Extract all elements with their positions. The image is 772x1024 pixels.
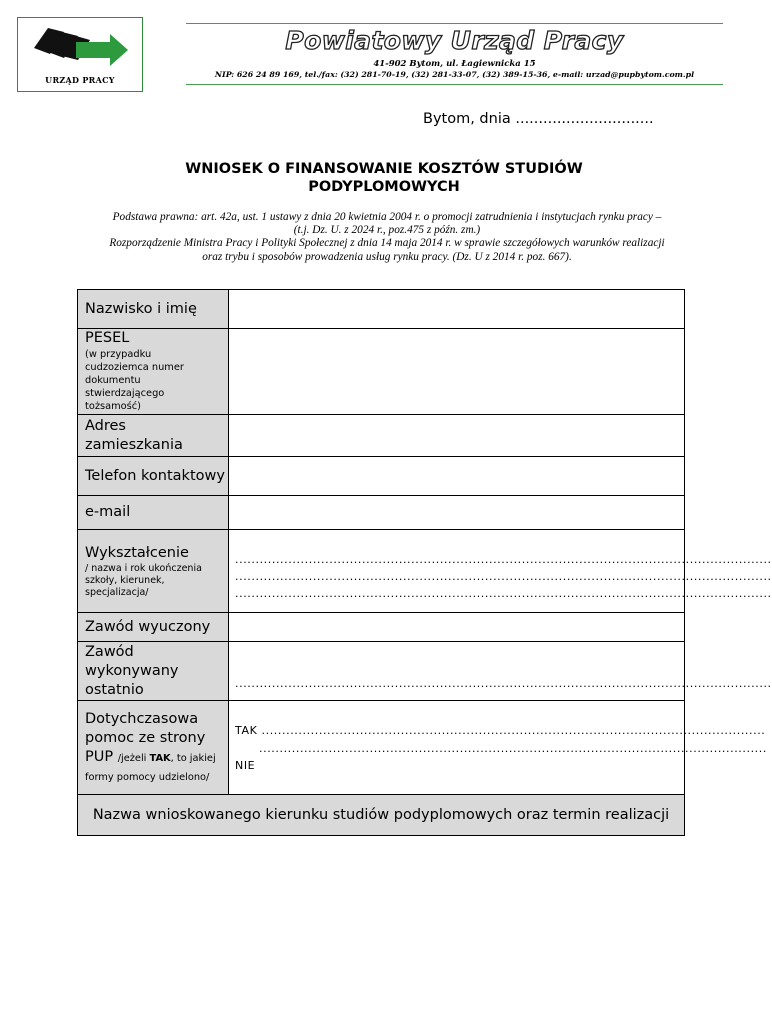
last-job-field[interactable] bbox=[229, 642, 772, 701]
education-label: Wykształcenie bbox=[85, 544, 189, 561]
form-row-education bbox=[78, 530, 685, 613]
pesel-note: (w przypadku cudzoziemca numer dokumentu stwierdzającego tożsamość) bbox=[85, 349, 184, 412]
office-contact: NIP: 626 24 89 169, tel./fax: (32) 281-70-19, (32) 281-33-07, (32) 389-15-36, e-mail: urzad@pupbytom.com.pl bbox=[214, 70, 695, 79]
phone-label: Telefon kontaktowy bbox=[78, 457, 229, 496]
logo-cards-arrow-icon bbox=[32, 26, 132, 76]
form-row-last-job bbox=[78, 642, 685, 701]
requested-course-heading: Nazwa wnioskowanego kierunku studiów podyplomowych oraz termin realizacji bbox=[78, 795, 685, 836]
form-row-phone bbox=[78, 457, 685, 496]
form-row-profession bbox=[78, 613, 685, 642]
yes-option[interactable]: TAK bbox=[235, 723, 258, 737]
legal-basis bbox=[86, 211, 688, 264]
form-row-address bbox=[78, 415, 685, 457]
form-row-prior-help bbox=[78, 701, 685, 795]
header-bottom-rule bbox=[186, 84, 723, 85]
no-option[interactable]: NIE bbox=[235, 758, 256, 772]
prior-help-field[interactable] bbox=[229, 701, 767, 795]
education-dots-2: ................................................................................................................................... bbox=[235, 569, 772, 583]
name-field[interactable] bbox=[229, 290, 685, 329]
name-label: Nazwisko i imię bbox=[78, 290, 229, 329]
education-field[interactable] bbox=[229, 530, 772, 613]
prior-help-cont-dots: ............................................................................................................................ bbox=[259, 741, 767, 755]
profession-field[interactable] bbox=[229, 613, 685, 642]
prior-help-label-cell bbox=[78, 701, 229, 795]
legal-line-4: oraz trybu i sposobów prowadzenia usług rynku pracy. (Dz. U z 2014 r. poz. 667). bbox=[202, 250, 572, 263]
prior-help-label: Dotychczasowa pomoc ze strony PUP bbox=[85, 710, 206, 765]
pesel-label: PESEL bbox=[85, 330, 130, 346]
form-row-name bbox=[78, 290, 685, 329]
phone-field[interactable] bbox=[229, 457, 685, 496]
form-row-footer bbox=[78, 795, 685, 836]
email-field[interactable] bbox=[229, 496, 685, 530]
prior-help-note-tak: TAK bbox=[149, 752, 171, 764]
education-note: / nazwa i rok ukończenia szkoły, kierunek, specjalizacja/ bbox=[85, 562, 202, 598]
prior-help-yes-row bbox=[229, 722, 766, 739]
email-label: e-mail bbox=[78, 496, 229, 530]
form-row-pesel bbox=[78, 329, 685, 415]
education-label-cell bbox=[78, 530, 229, 613]
form-row-email bbox=[78, 496, 685, 530]
pesel-field[interactable] bbox=[229, 329, 685, 415]
prior-help-note-a: /jeżeli bbox=[117, 752, 147, 764]
header-top-rule bbox=[186, 23, 723, 24]
legal-line-2: (t.j. Dz. U. z 2024 r., poz.475 z późn. zm.) bbox=[293, 224, 481, 237]
application-form bbox=[77, 289, 772, 836]
yes-dots: ........................................................................................................................... bbox=[261, 723, 766, 737]
legal-line-3: Rozporządzenie Ministra Pracy i Polityki Społecznej z dnia 14 maja 2014 r. w sprawie szczegółowych warunków realizacji bbox=[109, 237, 665, 250]
address-label: Adres zamieszkania bbox=[78, 415, 229, 457]
office-name: Powiatowy Urząd Pracy bbox=[285, 26, 624, 55]
logo bbox=[17, 17, 143, 92]
place-date: Bytom, dnia .............................. bbox=[423, 111, 654, 127]
legal-line-1: Podstawa prawna: art. 42a, ust. 1 ustawy z dnia 20 kwietnia 2004 r. o promocji zatrudnienia i instytucjach rynku pracy – bbox=[112, 211, 662, 223]
address-field[interactable] bbox=[229, 415, 685, 457]
office-address: 41-902 Bytom, ul. Łagiewnicka 15 bbox=[373, 59, 536, 69]
profession-label: Zawód wyuczony bbox=[78, 613, 229, 642]
last-job-label: Zawód wykonywany ostatnio bbox=[78, 642, 229, 701]
document-title: WNIOSEK O FINANSOWANIE KOSZTÓW STUDIÓW PODYPLOMOWYCH bbox=[185, 161, 583, 195]
logo-caption: URZĄD PRACY bbox=[45, 75, 115, 85]
prior-help-note-b: , to jakiej formy pomocy udzielono/ bbox=[85, 752, 216, 783]
education-dots-3: ................................................................................................................................... bbox=[235, 586, 772, 600]
education-dots-1: ................................................................................................................................... bbox=[235, 552, 772, 566]
pesel-label-cell bbox=[78, 329, 229, 415]
last-job-dots: ................................................................................................................................... bbox=[235, 677, 772, 690]
